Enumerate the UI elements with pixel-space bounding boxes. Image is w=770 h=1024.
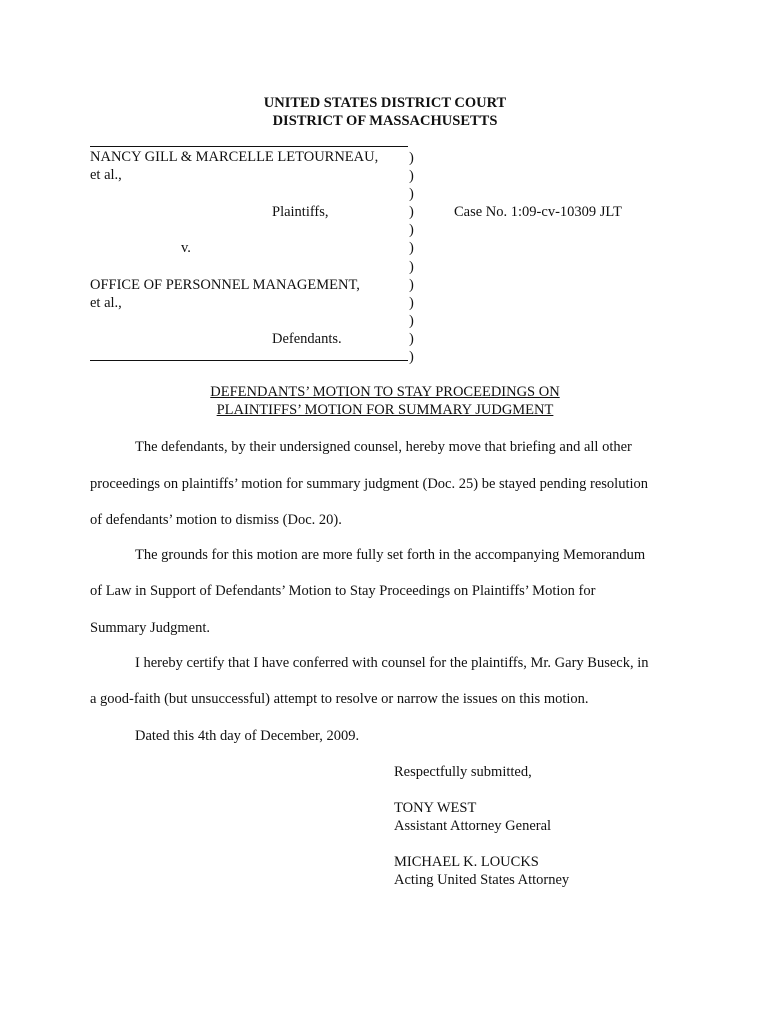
defendant-name: OFFICE OF PERSONNEL MANAGEMENT, (90, 277, 360, 293)
paragraph-2-line-3: Summary Judgment. (90, 620, 211, 636)
paren: ) (409, 204, 414, 221)
paragraph-1-line-3: of defendants’ motion to dismiss (Doc. 20). (90, 512, 342, 528)
paragraph-3-line-1: I hereby certify that I have conferred with counsel for the plaintiffs, Mr. Gary Buseck, in (135, 655, 649, 671)
paragraph-3-line-2: a good-faith (but unsuccessful) attempt to resolve or narrow the issues on this motion. (90, 691, 589, 707)
paren: ) (409, 312, 414, 329)
motion-title-line2: PLAINTIFFS’ MOTION FOR SUMMARY JUDGMENT (216, 402, 554, 418)
paren: ) (409, 240, 414, 257)
paren: ) (409, 349, 414, 366)
plaintiffs-label: Plaintiffs, (272, 204, 329, 220)
paren: ) (409, 222, 414, 239)
caption-parenthesis-column (409, 149, 414, 366)
caption-top-rule (90, 146, 408, 147)
court-district: DISTRICT OF MASSACHUSETTS (272, 113, 498, 129)
paragraph-1-line-1: The defendants, by their undersigned counsel, hereby move that briefing and all other (135, 439, 632, 455)
paren: ) (409, 294, 414, 311)
defendant-et-al: et al., (90, 295, 122, 311)
paren: ) (409, 258, 414, 275)
paren: ) (409, 186, 414, 203)
signatory-1-title: Assistant Attorney General (394, 818, 552, 834)
court-name: UNITED STATES DISTRICT COURT (263, 95, 507, 111)
paren: ) (409, 330, 414, 347)
paragraph-1-line-2: proceedings on plaintiffs’ motion for summary judgment (Doc. 25) be stayed pending resolution (90, 476, 649, 492)
signatory-1-name: TONY WEST (394, 800, 477, 816)
paragraph-2-line-1: The grounds for this motion are more fully set forth in the accompanying Memorandum (135, 547, 646, 563)
versus: v. (181, 240, 191, 256)
defendants-label: Defendants. (272, 331, 342, 347)
paren: ) (409, 168, 414, 185)
plaintiff-names: NANCY GILL & MARCELLE LETOURNEAU, (90, 149, 379, 165)
plaintiff-et-al: et al., (90, 167, 122, 183)
paren: ) (409, 276, 414, 293)
motion-title-line1: DEFENDANTS’ MOTION TO STAY PROCEEDINGS ON (210, 384, 560, 400)
paren: ) (409, 150, 414, 166)
signatory-2-name: MICHAEL K. LOUCKS (394, 854, 539, 870)
case-number: Case No. 1:09-cv-10309 JLT (454, 204, 622, 220)
paragraph-2-line-2: of Law in Support of Defendants’ Motion to Stay Proceedings on Plaintiffs’ Motion for (90, 583, 596, 599)
closing: Respectfully submitted, (394, 764, 532, 780)
dated-line: Dated this 4th day of December, 2009. (135, 728, 360, 744)
signatory-2-title: Acting United States Attorney (394, 872, 570, 888)
caption-bottom-rule (90, 360, 408, 361)
